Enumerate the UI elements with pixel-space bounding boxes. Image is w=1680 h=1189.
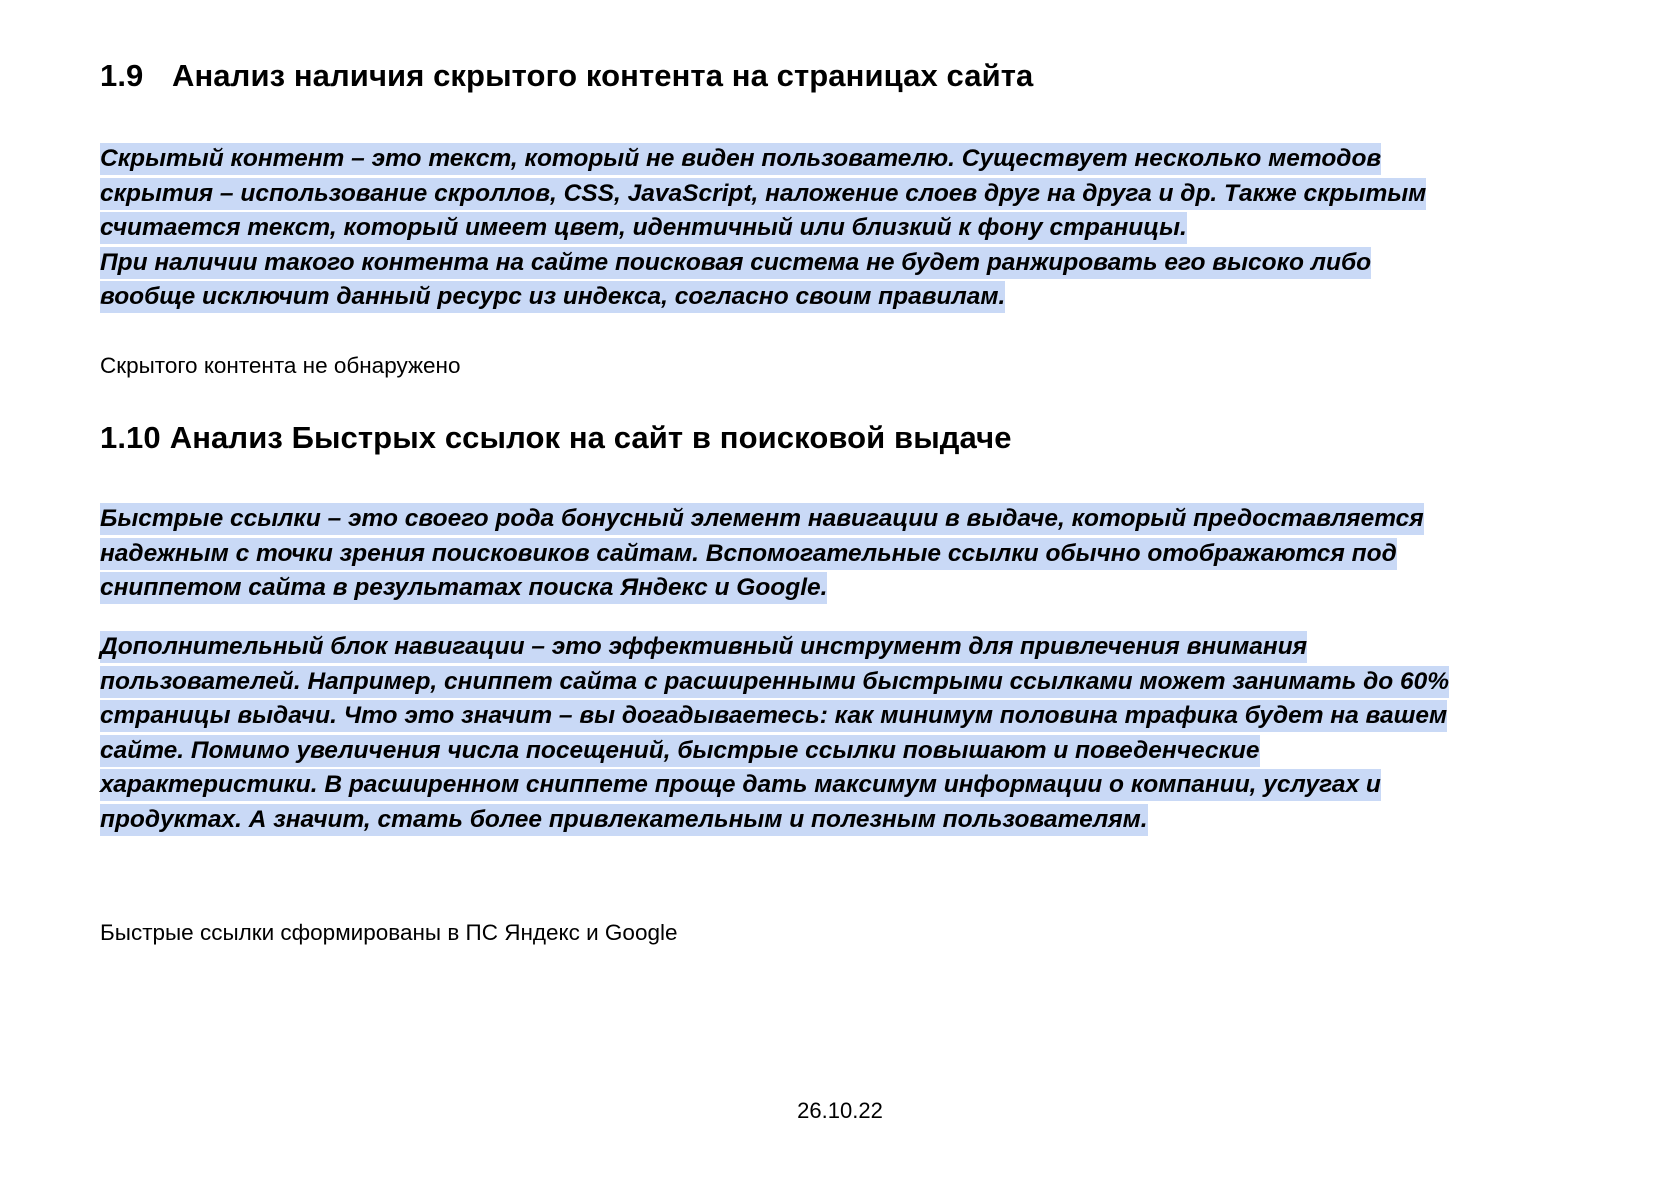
- section-title: Анализ Быстрых ссылок на сайт в поисковой выдаче: [169, 420, 1012, 455]
- paragraph-line: вообще исключит данный ресурс из индекса, согласно своим правилам.: [100, 280, 1426, 315]
- paragraph-line: скрытия – использование скроллов, CSS, JavaScript, наложение слоев друг на друга и др. Также скрытым: [100, 177, 1426, 212]
- navigation-block-description: [100, 630, 1449, 837]
- paragraph-line: сайте. Помимо увеличения числа посещений, быстрые ссылки повышают и поведенческие: [100, 734, 1449, 769]
- paragraph-line: характеристики. В расширенном сниппете проще дать максимум информации о компании, услугах и: [100, 768, 1449, 803]
- paragraph-line: пользователей. Например, сниппет сайта с расширенными быстрыми ссылками может занимать до 60%: [100, 665, 1449, 700]
- quick-links-description: [100, 502, 1424, 606]
- section-number: 1.9: [100, 58, 144, 93]
- hidden-content-result: Скрытого контента не обнаружено: [100, 353, 461, 378]
- section-number: 1.10: [100, 420, 161, 455]
- section-heading-1-10: [100, 420, 1012, 456]
- paragraph-line: сниппетом сайта в результатах поиска Яндекс и Google.: [100, 571, 1424, 606]
- paragraph-line: надежным с точки зрения поисковиков сайтам. Вспомогательные ссылки обычно отображаются под: [100, 537, 1424, 572]
- paragraph-line: Дополнительный блок навигации – это эффективный инструмент для привлечения внимания: [100, 630, 1449, 665]
- paragraph-line: При наличии такого контента на сайте поисковая система не будет ранжировать его высоко либо: [100, 246, 1426, 281]
- hidden-content-description: [100, 142, 1426, 315]
- paragraph-line: продуктах. А значит, стать более привлекательным и полезным пользователям.: [100, 803, 1449, 838]
- section-heading-1-9: [100, 58, 1033, 94]
- paragraph-line: Скрытый контент – это текст, который не виден пользователю. Существует несколько методов: [100, 142, 1426, 177]
- paragraph-line: считается текст, который имеет цвет, идентичный или близкий к фону страницы.: [100, 211, 1426, 246]
- paragraph-line: Быстрые ссылки – это своего рода бонусный элемент навигации в выдаче, который предоставляется: [100, 502, 1424, 537]
- footer-date: 26.10.22: [797, 1098, 883, 1123]
- quick-links-result: Быстрые ссылки сформированы в ПС Яндекс и Google: [100, 920, 678, 945]
- paragraph-line: страницы выдачи. Что это значит – вы догадываетесь: как минимум половина трафика будет на вашем: [100, 699, 1449, 734]
- section-title: Анализ наличия скрытого контента на страницах сайта: [172, 58, 1034, 93]
